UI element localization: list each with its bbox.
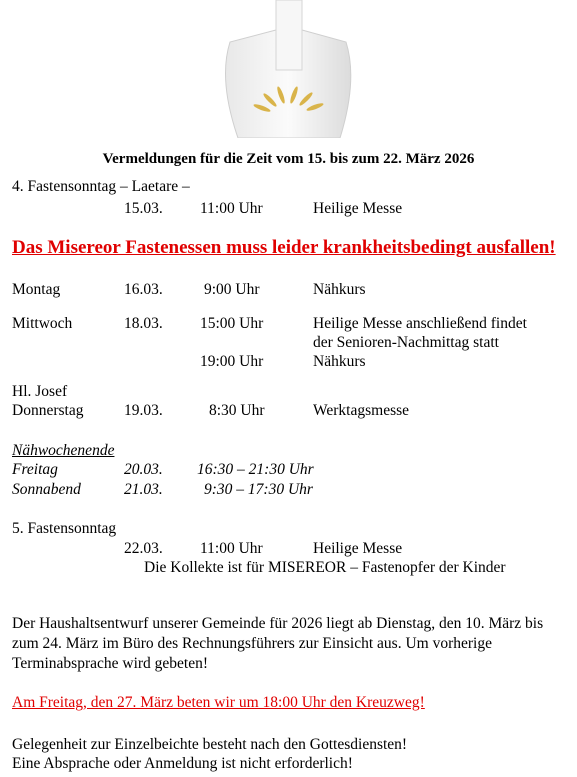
naeh-day: Freitag: [12, 461, 58, 478]
confession-line: Gelegenheit zur Einzelbeichte besteht nach den Gottesdiensten!: [12, 736, 408, 753]
naeh-time: 9:30 – 17:30 Uhr: [204, 481, 313, 498]
weekday-date: 19.03.: [124, 402, 163, 419]
naeh-date: 21.03.: [124, 481, 163, 498]
weekday-day: Montag: [12, 281, 61, 298]
confession-line: Eine Absprache oder Anmeldung ist nicht erforderlich!: [12, 755, 353, 772]
weekday-event: Nähkurs: [313, 353, 366, 370]
naeh-time: 16:30 – 21:30 Uhr: [197, 461, 314, 478]
sunday4-date: 15.03.: [124, 200, 163, 217]
weekday-day: Donnerstag: [12, 402, 84, 419]
weekday-event: Heilige Messe anschließend findet: [313, 315, 527, 332]
weekday-event: Werktagsmesse: [313, 402, 410, 419]
sunday4-time: 11:00 Uhr: [200, 200, 263, 217]
sunday5-event: Heilige Messe: [313, 540, 403, 557]
sunday5-date: 22.03.: [124, 540, 163, 557]
weekday-event: Nähkurs: [313, 281, 366, 298]
sunday5-heading: 5. Fastensonntag: [12, 520, 117, 537]
naeh-date: 20.03.: [124, 461, 163, 478]
weekday-day: Mittwoch: [12, 315, 73, 332]
weekday-date: 16.03.: [124, 281, 163, 298]
collection-note: Die Kollekte ist für MISEREOR – Fastenopfer der Kinder: [144, 559, 506, 576]
feast-label: Hl. Josef: [12, 383, 68, 400]
weekday-date: 18.03.: [124, 315, 163, 332]
weekday-time: 9:00 Uhr: [204, 281, 260, 298]
cancel-notice: Das Misereor Fastenessen muss leider krankheitsbedingt ausfallen!: [12, 237, 556, 258]
weekday-time: 15:00 Uhr: [200, 315, 264, 332]
sunday4-heading: 4. Fastensonntag – Laetare –: [12, 178, 190, 195]
budget-notice: Der Haushaltsentwurf unserer Gemeinde für 2026 liegt ab Dienstag, den 10. März bis zum 24. März im Büro des Rechnungsführers zur Einsicht aus. Um vorherige Terminabsprache wird gebeten!: [12, 615, 544, 672]
monstrance-emblem-icon: [222, 0, 354, 138]
page-title: Vermeldungen für die Zeit vom 15. bis zum 22. März 2026: [102, 151, 475, 167]
weekday-time: 19:00 Uhr: [200, 353, 264, 370]
naeh-day: Sonnabend: [12, 481, 81, 498]
kreuzweg-notice: Am Freitag, den 27. März beten wir um 18:00 Uhr den Kreuzweg!: [12, 694, 425, 711]
naehwochenende-heading: Nähwochenende: [12, 442, 115, 459]
weekday-time: 8:30 Uhr: [209, 402, 265, 419]
sunday5-time: 11:00 Uhr: [200, 540, 263, 557]
weekday-event-continued: der Senioren-Nachmittag statt: [313, 334, 499, 351]
sunday4-event: Heilige Messe: [313, 200, 403, 217]
